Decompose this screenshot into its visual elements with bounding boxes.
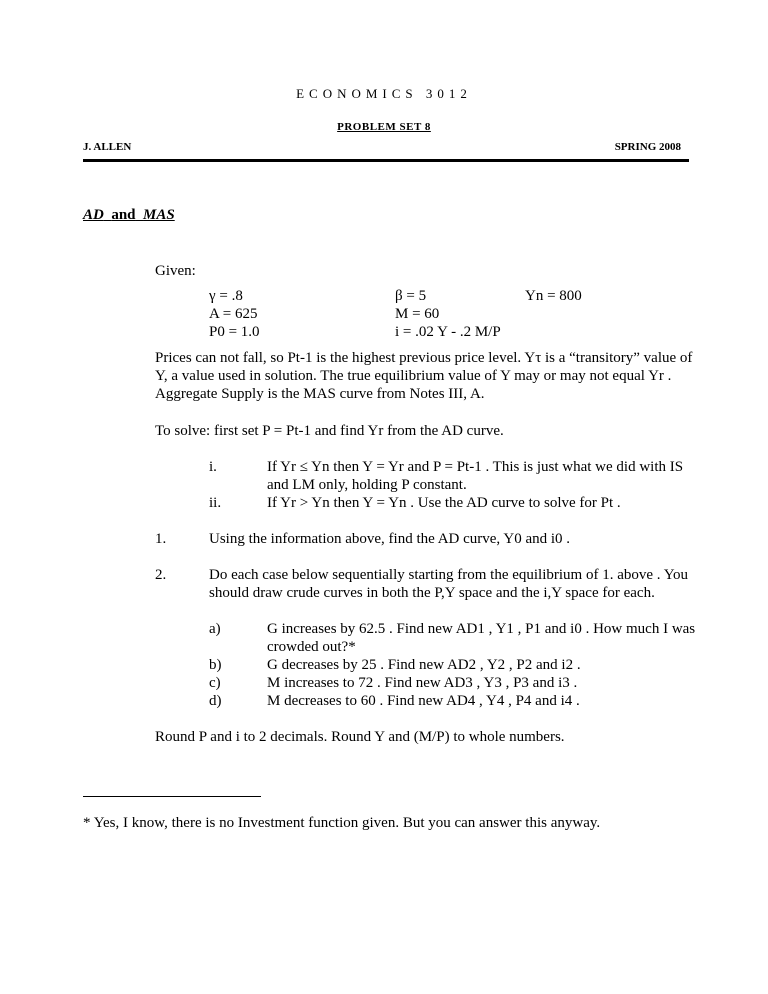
term-label: SPRING 2008 <box>614 141 681 153</box>
part-c-label: c) <box>209 675 221 691</box>
intro-paragraph: Prices can not fall, so Pt-1 is the highest previous price level. Yτ is a “transitory” value of Y, a value used in solution. The true equilibrium value of Y may or may not equal Yr . Aggregate Supply is the MAS curve from Notes III, A. <box>155 350 693 402</box>
rounding-instructions: Round P and i to 2 decimals. Round Y and (M/P) to whole numbers. <box>155 729 565 745</box>
step-i-label: i. <box>209 459 217 475</box>
given-yn: Yn = 800 <box>525 288 582 304</box>
course-title: ECONOMICS 3012 <box>296 86 472 101</box>
step-ii-text: If Yr > Yn then Y = Yn . Use the AD curve to solve for Pt . <box>267 495 621 511</box>
question-2-number: 2. <box>155 567 167 583</box>
given-beta: β = 5 <box>395 288 427 304</box>
section-title: AD and MAS <box>83 207 175 223</box>
given-label: Given: <box>155 263 196 279</box>
given-a: A = 625 <box>209 306 258 322</box>
given-interest-equation: i = .02 Y - .2 M/P <box>395 324 501 340</box>
solve-instructions: To solve: first set P = Pt-1 and find Yr from the AD curve. <box>155 423 504 439</box>
given-p0: P0 = 1.0 <box>209 324 260 340</box>
part-d-text: M decreases to 60 . Find new AD4 , Y4 , P4 and i4 . <box>267 693 580 709</box>
footnote-rule <box>83 796 261 797</box>
part-a-label: a) <box>209 621 221 637</box>
instructor-name: J. ALLEN <box>83 141 132 153</box>
part-c-text: M increases to 72 . Find new AD3 , Y3 , P3 and i3 . <box>267 675 578 691</box>
question-2-text: Do each case below sequentially starting from the equilibrium of 1. above . You should draw crude curves in both the P,Y space and the i,Y space for each. <box>209 567 689 601</box>
given-gamma: γ = .8 <box>209 288 243 304</box>
given-m: M = 60 <box>395 306 440 322</box>
question-1-number: 1. <box>155 531 167 547</box>
step-ii-label: ii. <box>209 495 222 511</box>
step-i-text: If Yr ≤ Yn then Y = Yr and P = Pt-1 . This is just what we did with IS and LM only, holding P constant. <box>267 459 684 493</box>
header-rule <box>83 159 689 162</box>
part-b-text: G decreases by 25 . Find new AD2 , Y2 , P2 and i2 . <box>267 657 581 673</box>
question-1-text: Using the information above, find the AD curve, Y0 and i0 . <box>209 531 571 547</box>
problem-set-title: PROBLEM SET 8 <box>337 121 431 133</box>
part-b-label: b) <box>209 657 222 673</box>
footnote: * Yes, I know, there is no Investment function given. But you can answer this anyway. <box>83 815 601 831</box>
part-d-label: d) <box>209 693 222 709</box>
part-a-text: G increases by 62.5 . Find new AD1 , Y1 , P1 and i0 . How much I was crowded out?* <box>267 621 696 655</box>
